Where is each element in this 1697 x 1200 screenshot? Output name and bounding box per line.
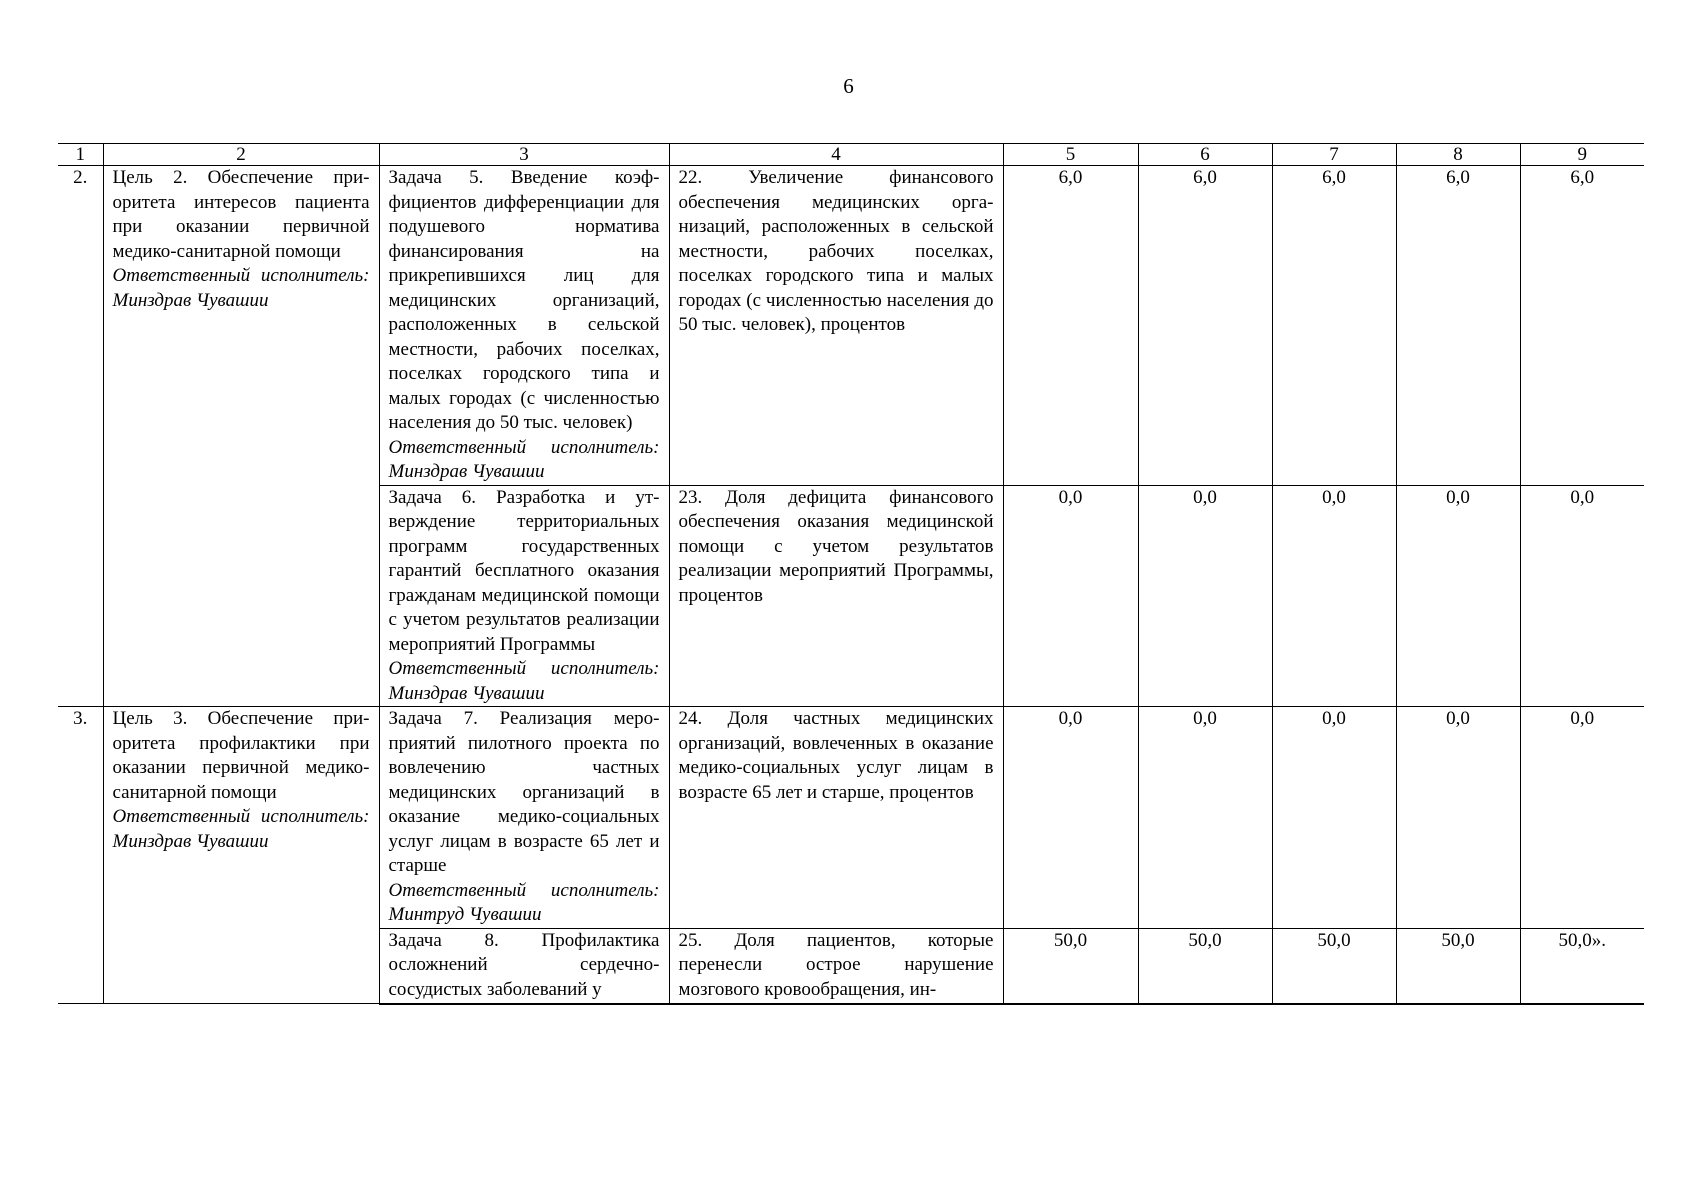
row-number: 3. [58, 707, 103, 1004]
header-cell: 8 [1396, 144, 1520, 166]
indicator-cell: 24. Доля частных медицинских организаций, вовлеченных в оказание медико-социальных услуг лицам в возрасте 65 лет и старше, процентов [669, 707, 1003, 929]
task-cell [379, 707, 669, 929]
goal-responsible: Ответственный исполнитель: Минздрав Чувашии [112, 265, 370, 311]
header-cell: 3 [379, 144, 669, 166]
task-cell [379, 166, 669, 486]
value-cell: 50,0 [1003, 928, 1138, 1004]
value-cell: 0,0 [1138, 485, 1272, 707]
value-cell: 0,0 [1272, 485, 1396, 707]
task-text: Задача 7. Реализация мероприятий пилотного проекта по вовлечению частных медицинских организаций в оказание медико-социальных услуг лицам в возрасте 65 лет и старше [388, 708, 660, 876]
task-responsible: Ответственный исполнитель: Минтруд Чувашии [388, 879, 660, 925]
indicator-cell: 25. Доля пациентов, которые перенесли острое нарушение мозгового кровообращения, ин- [669, 928, 1003, 1004]
value-cell: 0,0 [1520, 485, 1644, 707]
value-cell: 50,0 [1272, 928, 1396, 1004]
value-cell: 0,0 [1003, 485, 1138, 707]
value-cell: 0,0 [1272, 707, 1396, 929]
indicator-cell: 22. Увеличение финансового обеспечения медицинских организаций, расположенных в сельской местности, рабочих поселках, поселках городского типа и малых городах (с численностью населения до 50 тыс. человек), процентов [669, 166, 1003, 486]
task-text: Задача 5. Введение коэффициентов дифференциации для подушевого норматива финансирования на прикрепившихся лиц для медицинских организаций, расположенных в сельской местности, рабочих поселках, поселках городского типа и малых городах (с численностью населения до 50 тыс. человек) [388, 167, 660, 433]
header-cell: 9 [1520, 144, 1644, 166]
goal-responsible: Ответственный исполнитель: Минздрав Чувашии [112, 806, 370, 852]
value-cell: 0,0 [1396, 485, 1520, 707]
task-text: Задача 8. Профилактика осложнений сердечнососудистых заболеваний у [388, 929, 660, 1000]
header-cell: 2 [103, 144, 379, 166]
value-cell: 50,0 [1396, 928, 1520, 1004]
value-cell: 0,0 [1520, 707, 1644, 929]
task-cell [379, 485, 669, 707]
task-responsible: Ответственный исполнитель: Минздрав Чувашии [388, 436, 660, 482]
value-cell: 6,0 [1520, 166, 1644, 486]
page-number: 6 [843, 74, 854, 98]
value-cell: 0,0 [1003, 707, 1138, 929]
value-cell: 6,0 [1003, 166, 1138, 486]
value-cell: 6,0 [1396, 166, 1520, 486]
indicator-cell: 23. Доля дефицита финансового обеспечения оказания медицинской помощи с учетом результатов реализации мероприятий Программы, процентов [669, 485, 1003, 707]
goal-text: Цель 3. Обеспечение приоритета профилактики при оказании первичной медико-санитарной помощи [112, 708, 370, 803]
header-cell: 4 [669, 144, 1003, 166]
goal-cell [103, 166, 379, 707]
header-cell: 7 [1272, 144, 1396, 166]
task-cell [379, 928, 669, 1004]
task-responsible: Ответственный исполнитель: Минздрав Чувашии [388, 658, 660, 704]
value-cell: 0,0 [1138, 707, 1272, 929]
indicators-table [58, 143, 1644, 1005]
task-text: Задача 6. Разработка и утверждение территориальных программ государственных гарантий бесплатного оказания гражданам медицинской помощи с учетом результатов реализации мероприятий Программы [388, 486, 660, 655]
header-cell: 5 [1003, 144, 1138, 166]
value-cell: 50,0». [1520, 928, 1644, 1004]
goal-cell [103, 707, 379, 1004]
header-row [58, 144, 1644, 166]
header-cell: 6 [1138, 144, 1272, 166]
table-row [58, 707, 1644, 929]
row-number: 2. [58, 166, 103, 707]
table-row [58, 166, 1644, 486]
header-cell: 1 [58, 144, 103, 166]
value-cell: 0,0 [1396, 707, 1520, 929]
value-cell: 6,0 [1272, 166, 1396, 486]
goal-text: Цель 2. Обеспечение приоритета интересов пациента при оказании первичной медико-санитарной помощи [112, 167, 370, 262]
value-cell: 6,0 [1138, 166, 1272, 486]
value-cell: 50,0 [1138, 928, 1272, 1004]
